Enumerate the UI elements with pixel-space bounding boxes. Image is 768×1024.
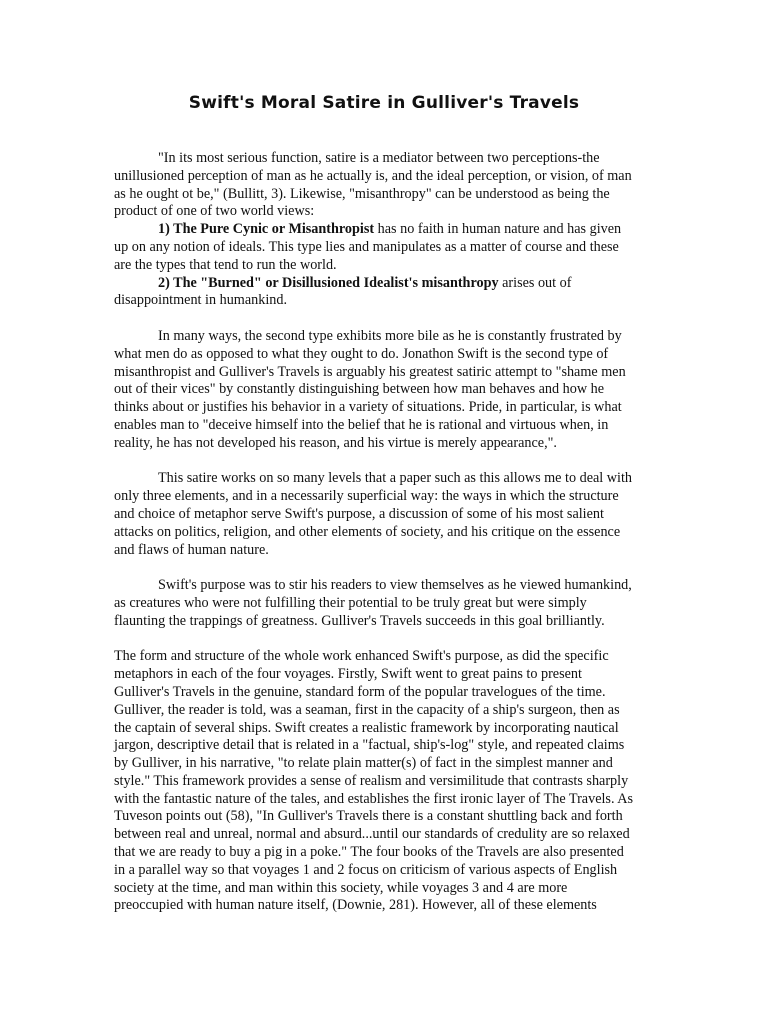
paragraph-disillusioned-idealist [114, 275, 634, 311]
document-title: Swift's Moral Satire in Gulliver's Travels [188, 93, 580, 113]
document-body [114, 150, 634, 915]
paragraph-text: In many ways, the second type exhibits more bile as he is constantly frustrated by what men do as opposed to what they ought to do. Jonathon Swift is the second type of misanthropist and Gulliver's Travels is arguably his greatest satiric attempt to "shame men out of their vices" by constantly distinguishing between how man behaves and how he thinks about or justifies his behavior in a variety of situations. Pride, in particular, is what enables man to "deceive himself into the belief that he is rational and virtuous when, in reality, he has not developed his reason, and his virtue is merely appearance,". [114, 327, 626, 451]
paragraph-lead: 2) The "Burned" or Disillusioned Idealist's misanthropy [158, 274, 499, 291]
paragraph-text: Swift's purpose was to stir his readers to view themselves as he viewed humankind, as creatures who were not fulfilling their potential to be truly great but were simply flaunting the trappings of greatness. Gulliver's Travels succeeds in this goal brilliantly. [114, 577, 632, 629]
paragraph-form-structure [114, 648, 634, 915]
paragraph-satire-levels [114, 470, 634, 559]
paragraph-intro-quote [114, 150, 634, 221]
paragraph-text: has no faith in human nature and has given up on any notion of ideals. This type lies and manipulates as a matter of course and these are the types that tend to run the world. [114, 221, 622, 273]
paragraph-text: "In its most serious function, satire is a mediator between two perceptions-the unillusioned perception of man as he actually is, and the ideal perception, or vision, of man as he ought ot be," (Bullitt, 3). Likewise, "misanthropy" can be understood as being the product of one of two world views: [114, 150, 632, 220]
paragraph-text: The form and structure of the whole work enhanced Swift's purpose, as did the specific metaphors in each of the four voyages. Firstly, Swift went to great pains to present Gulliver's Travels in the genuine, standard form of the popular travelogues of the time. Gulliver, the reader is told, was a seaman, first in the capacity of a ship's surgeon, then as the captain of several ships. Swift creates a realistic framework by incorporating nautical jargon, descriptive detail that is related in a "factual, ship's-log" style, and repeated claims by Gulliver, in his narrative, "to relate plain matter(s) of fact in the simplest manner and style." This framework provides a sense of realism and versimilitude that contrasts sharply with the fantastic nature of the tales, and establishes the first ironic layer of The Travels. As Tuveson points out (58), "In Gulliver's Travels there is a constant shuttling back and forth between real and unreal, normal and absurd...until our standards of credulity are so relaxed that we are ready to buy a pig in a poke." The four books of the Travels are also presented in a parallel way so that voyages 1 and 2 focus on criticism of various aspects of English society at the time, and man within this society, while voyages 3 and 4 are more preoccupied with human nature itself, (Downie, 281). However, all of these elements [114, 648, 634, 914]
paragraph-second-type [114, 328, 634, 453]
paragraph-text: arises out of disappointment in humankind. [114, 274, 572, 309]
paragraph-text: This satire works on so many levels that a paper such as this allows me to deal with only three elements, and in a necessarily superficial way: the ways in which the structure and choice of metaphor serve Swift's purpose, a discussion of some of his most salient attacks on politics, religion, and other elements of society, and his critique on the essence and flaws of human nature. [114, 470, 632, 558]
paragraph-swift-purpose [114, 577, 634, 630]
paragraph-pure-cynic [114, 221, 634, 274]
paragraph-lead: 1) The Pure Cynic or Misanthropist [158, 221, 375, 238]
